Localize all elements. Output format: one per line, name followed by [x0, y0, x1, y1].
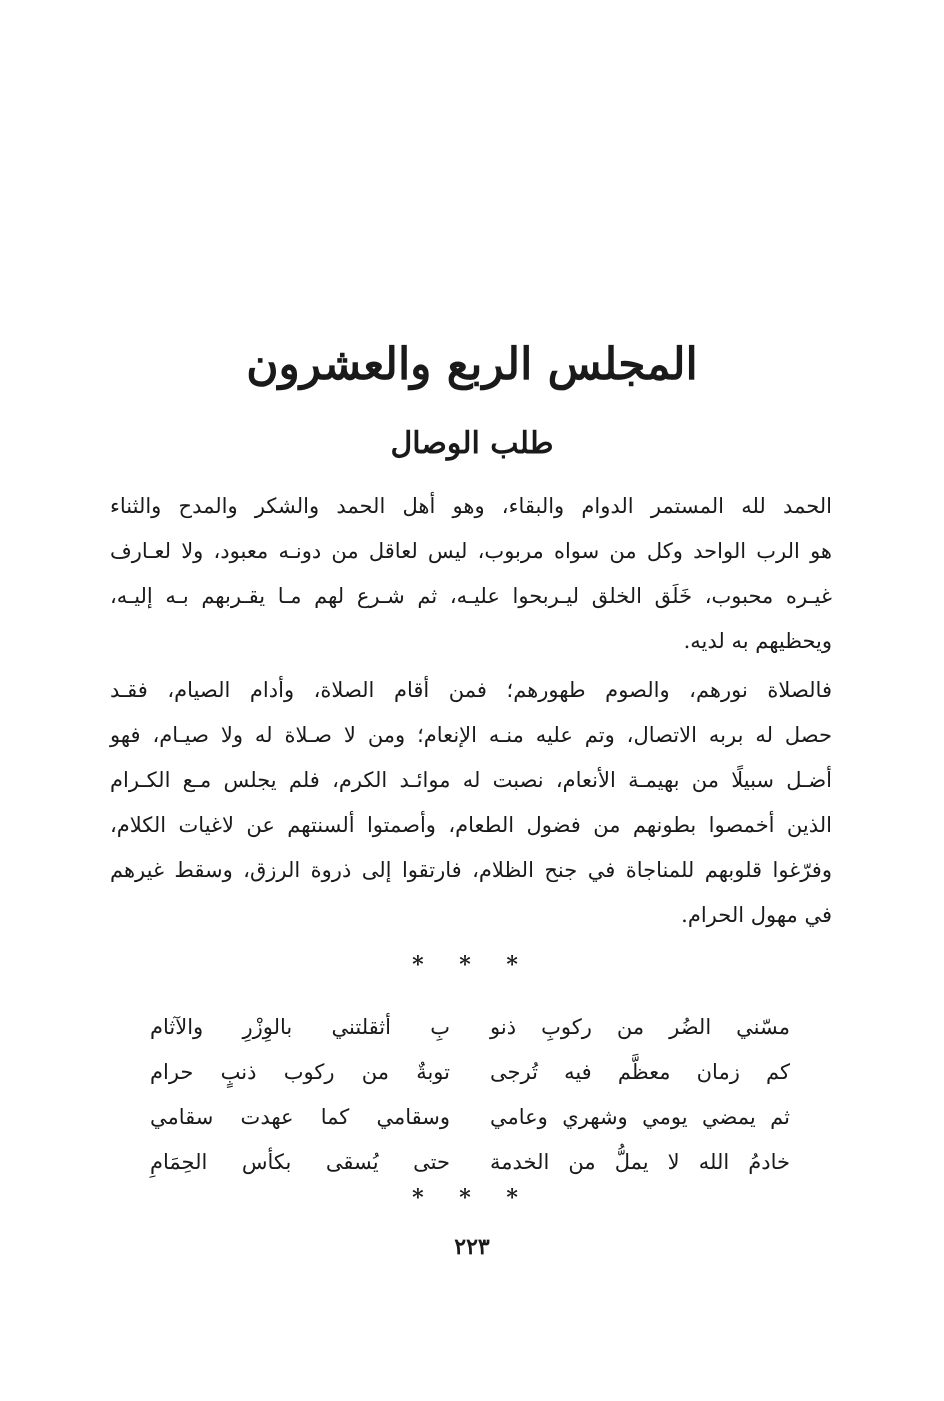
page-number: ٢٢٣ [454, 1234, 490, 1260]
verse-second-hemistich: بِ أثقلتني بالوِزْرِ والآثام [150, 1015, 450, 1039]
section-separator: * * * [412, 1185, 532, 1211]
paragraph-line: الذين أخمصوا بطونهم من فضول الطعام، وأصمتوا ألسنتهم عن لاغيات الكلام، [110, 813, 832, 837]
poem-verse [150, 1005, 790, 1050]
section-separator: * * * [412, 952, 532, 978]
verse-second-hemistich: حتى يُسقى بكأس الحِمَامِ [150, 1150, 450, 1174]
paragraph-line: في مهول الحرام. [681, 903, 832, 927]
paragraph-line: وفرّغوا قلوبهم للمناجاة في جنح الظلام، فارتقوا إلى ذروة الرزق، وسقط غيرهم [110, 858, 832, 882]
verse-first-hemistich: كم زمان معظَّم فيه تُرجى [490, 1060, 790, 1084]
paragraph-line: حصل له بربه الاتصال، وتم عليه منـه الإنعام؛ ومن لا صـلاة له ولا صيـام، فهو [110, 723, 832, 747]
chapter-title: المجلس الربع والعشرون [246, 339, 698, 390]
paragraph-2 [110, 668, 832, 938]
paragraph-line: ويحظيهم به لديه. [683, 629, 832, 653]
chapter-subtitle: طلب الوصال [390, 426, 554, 461]
verse-second-hemistich: وسقامي كما عهدت سقامي [150, 1105, 450, 1129]
poem [150, 1005, 790, 1185]
verse-first-hemistich: ثم يمضي يومي وشهري وعامي [490, 1105, 790, 1129]
paragraph-1 [110, 484, 832, 664]
poem-verse [150, 1050, 790, 1095]
paragraph-line: فالصلاة نورهم، والصوم طهورهم؛ فمن أقام الصلاة، وأدام الصيام، فقـد [110, 678, 832, 702]
paragraph-line: هو الرب الواحد وكل من سواه مربوب، ليس لعاقل من دونـه معبود، ولا لعـارف [110, 539, 832, 563]
poem-verse [150, 1095, 790, 1140]
poem-verse [150, 1140, 790, 1185]
verse-second-hemistich: توبةٌ من ركوب ذنبٍ حرام [150, 1060, 450, 1084]
verse-first-hemistich: خادمُ الله لا يملُّ من الخدمة [490, 1150, 790, 1174]
paragraph-line: غيـره محبوب، خَلَق الخلق ليـربحوا عليـه، ثم شـرع لهم مـا يقـربهم بـه إليـه، [110, 584, 832, 608]
verse-first-hemistich: مسّني الضُر من ركوبِ ذنو [490, 1015, 790, 1039]
paragraph-line: الحمد لله المستمر الدوام والبقاء، وهو أهل الحمد والشكر والمدح والثناء [110, 494, 832, 518]
paragraph-line: أضـل سبيلًا من بهيمـة الأنعام، نصبت له موائـد الكرم، فلم يجلس مـع الكـرام [110, 768, 832, 792]
